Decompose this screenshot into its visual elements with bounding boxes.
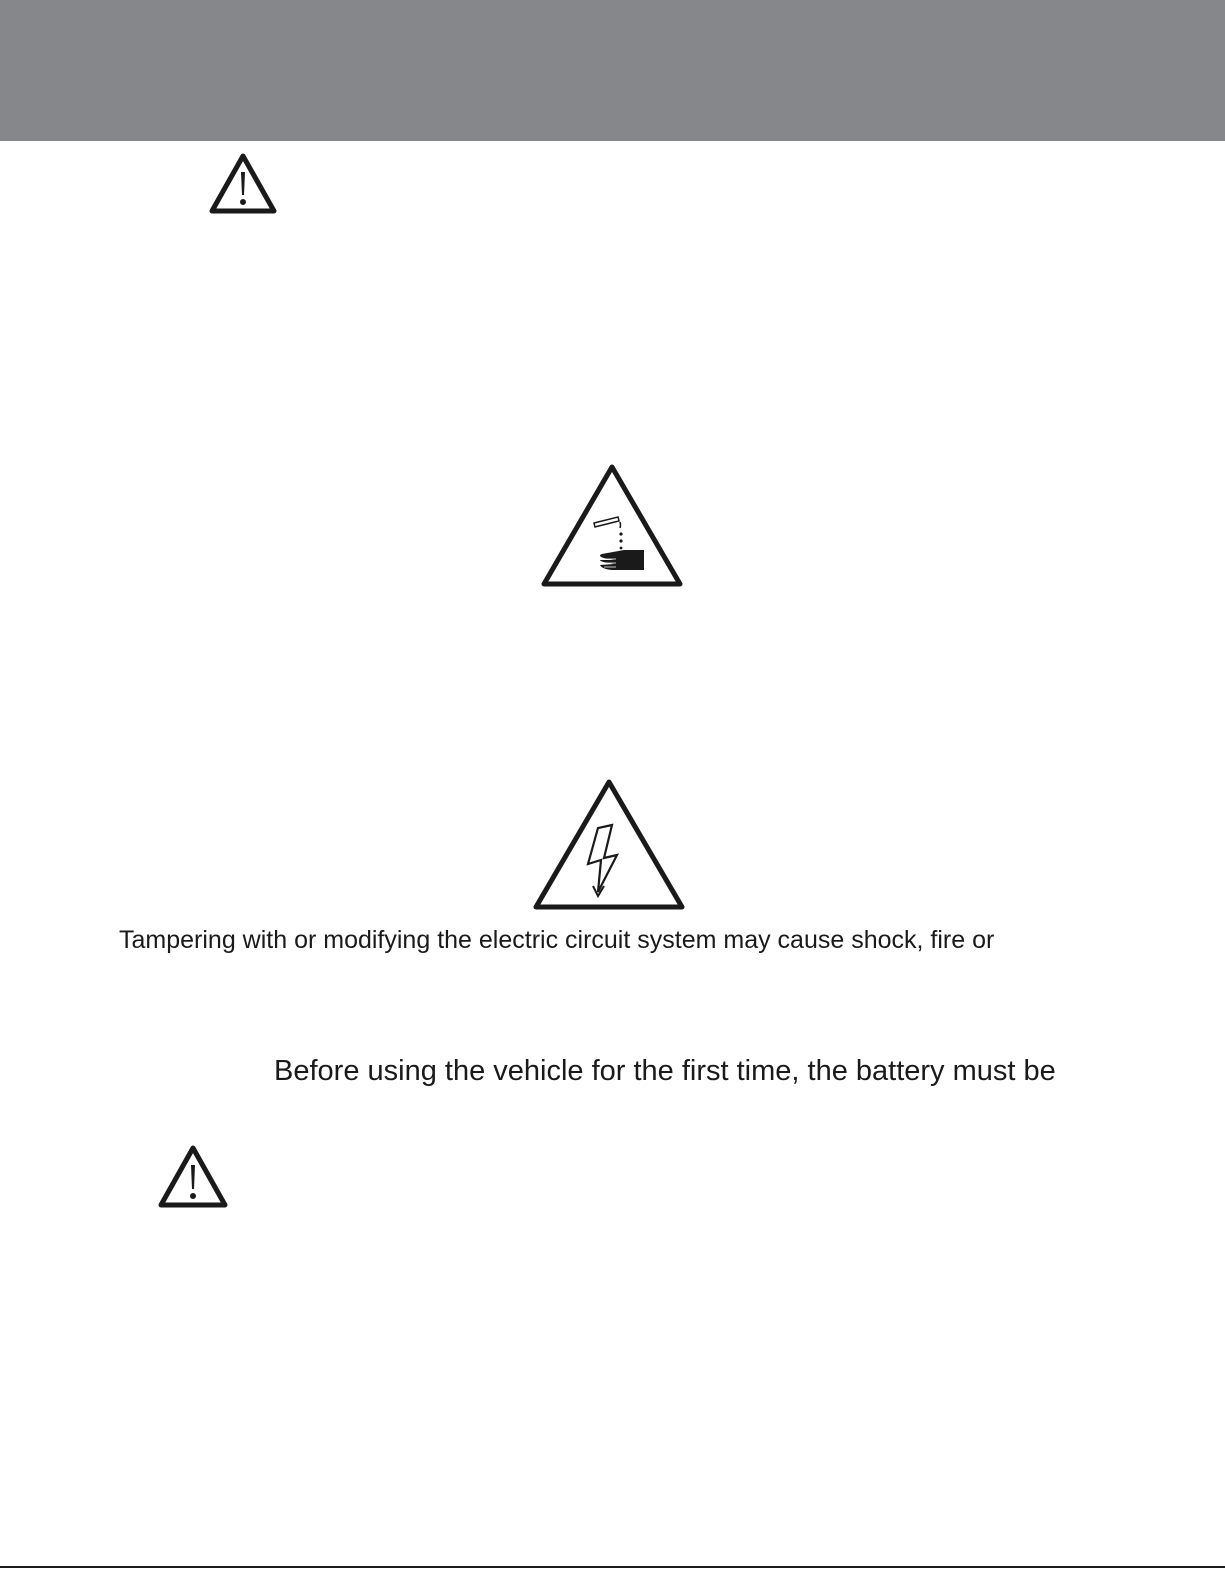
- battery-instruction-text: Before using the vehicle for the first time, the battery must be: [274, 1055, 1056, 1087]
- corrosive-hazard-icon: [540, 462, 685, 590]
- footer-rule: [0, 1566, 1225, 1568]
- warning-triangle-icon: [157, 1144, 229, 1210]
- header-band: [0, 0, 1225, 141]
- warning-triangle-icon: [208, 152, 278, 216]
- tampering-warning-text: Tampering with or modifying the electric circuit system may cause shock, fire or: [119, 926, 995, 954]
- electric-shock-hazard-icon: [532, 778, 686, 912]
